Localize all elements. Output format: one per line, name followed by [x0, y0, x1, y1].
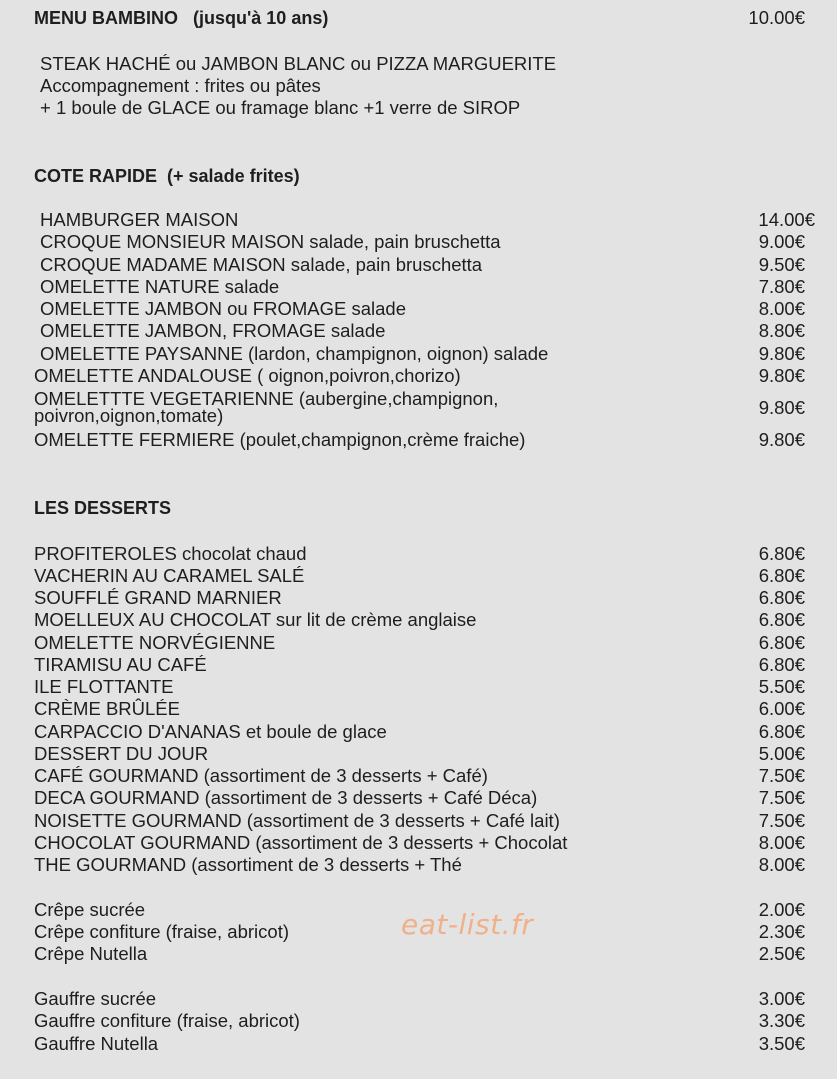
watermark: eat-list.fr	[401, 908, 534, 941]
item-name: ILE FLOTTANTE	[34, 676, 174, 697]
item-name: DESSERT DU JOUR	[34, 743, 209, 764]
item-price: 6.80€	[758, 543, 805, 564]
cote-rapide-title: COTE RAPIDE (+ salade frites)	[34, 166, 300, 186]
item-name: NOISETTE GOURMAND (assortiment de 3 desserts + Café lait)	[34, 810, 560, 831]
item-name: TIRAMISU AU CAFÉ	[34, 654, 207, 675]
item-price: 3.30€	[758, 1010, 805, 1031]
item-price: 6.80€	[758, 721, 805, 742]
item-price: 8.00€	[758, 854, 805, 875]
item-name: OMELETTTE VEGETARIENNE (aubergine,champignon, poivron,oignon,tomate)	[34, 388, 499, 426]
item-price: 14.00€	[758, 209, 815, 230]
item-name: Gauffre Nutella	[34, 1033, 159, 1054]
item-name: Crêpe confiture (fraise, abricot)	[34, 921, 289, 942]
item-name: CHOCOLAT GOURMAND (assortiment de 3 desserts + Chocolat	[34, 832, 568, 853]
item-price: 9.80€	[758, 397, 805, 418]
item-price: 8.00€	[758, 832, 805, 853]
desserts-title: LES DESSERTS	[34, 498, 172, 518]
item-price: 9.80€	[758, 429, 805, 450]
item-price: 8.80€	[758, 320, 805, 341]
menu-item	[0, 390, 837, 426]
item-price: 6.80€	[758, 609, 805, 630]
item-price: 6.80€	[758, 587, 805, 608]
item-price: 7.80€	[758, 276, 805, 297]
item-name: OMELETTE FERMIERE (poulet,champignon,crème fraiche)	[34, 429, 526, 450]
item-name: CARPACCIO D'ANANAS et boule de glace	[34, 721, 387, 742]
item-name: OMELETTE ANDALOUSE ( oignon,poivron,chorizo)	[34, 365, 461, 386]
bambino-title: MENU BAMBINO (jusqu'à 10 ans)	[34, 8, 329, 28]
item-name: VACHERIN AU CARAMEL SALÉ	[34, 565, 305, 586]
item-name: OMELETTE PAYSANNE (lardon, champignon, oignon) salade	[40, 343, 549, 364]
item-price: 7.50€	[758, 787, 805, 808]
item-name: Crêpe sucrée	[34, 899, 146, 920]
item-name: MOELLEUX AU CHOCOLAT sur lit de crème anglaise	[34, 609, 477, 630]
item-name: Gauffre sucrée	[34, 988, 157, 1009]
item-price: 2.00€	[758, 899, 805, 920]
item-price: 3.50€	[758, 1033, 805, 1054]
item-price: 6.00€	[758, 698, 805, 719]
item-price: 9.00€	[758, 231, 805, 252]
item-price: 9.80€	[758, 343, 805, 364]
bambino-subtitle: (jusqu'à 10 ans)	[193, 8, 329, 28]
item-price: 5.50€	[758, 676, 805, 697]
item-name: DECA GOURMAND (assortiment de 3 desserts + Café Déca)	[34, 787, 538, 808]
item-price: 6.80€	[758, 632, 805, 653]
item-price: 5.00€	[758, 743, 805, 764]
item-price: 3.00€	[758, 988, 805, 1009]
item-name: SOUFFLÉ GRAND MARNIER	[34, 587, 282, 608]
item-name: OMELETTE NATURE salade	[40, 276, 280, 297]
item-price: 2.50€	[758, 943, 805, 964]
item-price: 9.80€	[758, 365, 805, 386]
item-name: THE GOURMAND (assortiment de 3 desserts + Thé	[34, 854, 462, 875]
item-name: CRÈME BRÛLÉE	[34, 698, 180, 719]
item-price: 9.50€	[758, 254, 805, 275]
item-name: OMELETTE JAMBON ou FROMAGE salade	[40, 298, 406, 319]
item-name: CAFÉ GOURMAND (assortiment de 3 desserts + Café)	[34, 765, 488, 786]
cote-rapide-subtitle: (+ salade frites)	[167, 166, 300, 186]
item-name: Crêpe Nutella	[34, 943, 148, 964]
item-price: 2.30€	[758, 921, 805, 942]
bambino-price: 10.00€	[748, 7, 805, 28]
item-price: 7.50€	[758, 810, 805, 831]
item-name: Gauffre confiture (fraise, abricot)	[34, 1010, 300, 1031]
item-name: OMELETTE NORVÉGIENNE	[34, 632, 276, 653]
item-name: OMELETTE JAMBON, FROMAGE salade	[40, 320, 386, 341]
item-price: 7.50€	[758, 765, 805, 786]
item-name: PROFITEROLES chocolat chaud	[34, 543, 307, 564]
item-name: CROQUE MADAME MAISON salade, pain bruschetta	[40, 254, 483, 275]
item-price: 6.80€	[758, 565, 805, 586]
item-name: HAMBURGER MAISON	[40, 209, 239, 230]
item-name: CROQUE MONSIEUR MAISON salade, pain bruschetta	[40, 231, 501, 252]
item-price: 8.00€	[758, 298, 805, 319]
item-price: 6.80€	[758, 654, 805, 675]
